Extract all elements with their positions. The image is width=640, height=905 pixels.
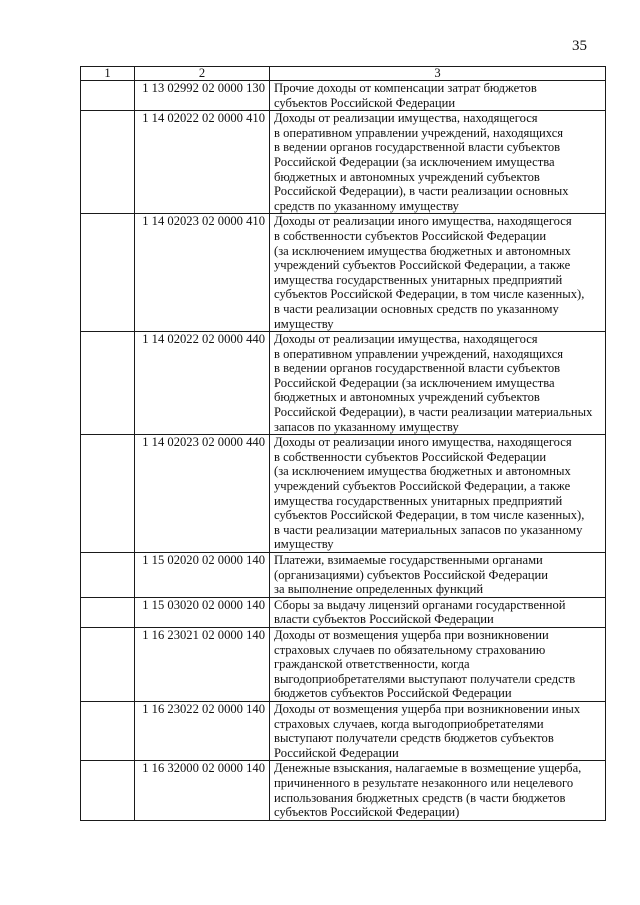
page-number: 35: [572, 38, 587, 54]
row-number-cell: [81, 761, 135, 820]
row-number-cell: [81, 627, 135, 701]
budget-classification-code: 1 14 02022 02 0000 410: [135, 111, 270, 214]
row-number-cell: [81, 81, 135, 111]
row-number-cell: [81, 701, 135, 760]
revenue-description: Сборы за выдачу лицензий органами государственной власти субъектов Российской Федерации: [270, 597, 606, 627]
budget-classification-code: 1 16 32000 02 0000 140: [135, 761, 270, 820]
revenue-description: Доходы от реализации иного имущества, находящегося в собственности субъектов Российской Федерации (за исключением имущества бюджетных и автономных учреждений субъектов Российской Федерации, а также имущества государственных унитарных предприятий субъектов Российской Федерации, в том числе казенных), в части реализации материальных запасов по указанному имуществу: [270, 435, 606, 553]
revenue-description: Денежные взыскания, налагаемые в возмещение ущерба, причиненного в результате незаконного или нецелевого использования бюджетных средств (в части бюджетов субъектов Российской Федерации): [270, 761, 606, 820]
revenue-description: Платежи, взимаемые государственными органами (организациями) субъектов Российской Федерации за выполнение определенных функций: [270, 553, 606, 598]
table-row: [81, 111, 606, 214]
budget-classification-code: 1 15 02020 02 0000 140: [135, 553, 270, 598]
table-row: [81, 214, 606, 332]
table-row: [81, 761, 606, 820]
revenue-description: Доходы от возмещения ущерба при возникновении иных страховых случаев, когда выгодоприобретателями выступают получатели средств бюджетов субъектов Российской Федерации: [270, 701, 606, 760]
table-row: [81, 435, 606, 553]
revenue-description: Доходы от реализации имущества, находящегося в оперативном управлении учреждений, находящихся в ведении органов государственной власти субъектов Российской Федерации (за исключением имущества бюджетных и автономных учреждений субъектов Российской Федерации), в части реализации материальных запасов по указанному имуществу: [270, 332, 606, 435]
budget-classification-code: 1 14 02023 02 0000 440: [135, 435, 270, 553]
budget-classification-code: 1 16 23021 02 0000 140: [135, 627, 270, 701]
column-header-1: 1: [81, 67, 135, 81]
table-row: [81, 332, 606, 435]
budget-classification-code: 1 14 02022 02 0000 440: [135, 332, 270, 435]
column-header-2: 2: [135, 67, 270, 81]
column-header-3: 3: [270, 67, 606, 81]
row-number-cell: [81, 111, 135, 214]
table-row: [81, 627, 606, 701]
revenue-description: Доходы от реализации иного имущества, находящегося в собственности субъектов Российской Федерации (за исключением имущества бюджетных и автономных учреждений субъектов Российской Федерации, а также имущества государственных унитарных предприятий субъектов Российской Федерации, в том числе казенных), в части реализации основных средств по указанному имуществу: [270, 214, 606, 332]
table-row: [81, 597, 606, 627]
row-number-cell: [81, 214, 135, 332]
row-number-cell: [81, 553, 135, 598]
revenue-description: Доходы от возмещения ущерба при возникновении страховых случаев по обязательному страхованию гражданской ответственности, когда выгодоприобретателями выступают получатели средств бюджетов субъектов Российской Федерации: [270, 627, 606, 701]
budget-classification-code: 1 14 02023 02 0000 410: [135, 214, 270, 332]
table-header-row: [81, 67, 606, 81]
table-row: [81, 701, 606, 760]
table-row: [81, 81, 606, 111]
budget-classification-code: 1 15 03020 02 0000 140: [135, 597, 270, 627]
revenue-codes-table: [80, 66, 606, 821]
revenue-description: Доходы от реализации имущества, находящегося в оперативном управлении учреждений, находящихся в ведении органов государственной власти субъектов Российской Федерации (за исключением имущества бюджетных и автономных учреждений субъектов Российской Федерации), в части реализации основных средств по указанному имуществу: [270, 111, 606, 214]
table-row: [81, 553, 606, 598]
budget-classification-code: 1 13 02992 02 0000 130: [135, 81, 270, 111]
budget-classification-code: 1 16 23022 02 0000 140: [135, 701, 270, 760]
row-number-cell: [81, 332, 135, 435]
row-number-cell: [81, 435, 135, 553]
row-number-cell: [81, 597, 135, 627]
revenue-description: Прочие доходы от компенсации затрат бюджетов субъектов Российской Федерации: [270, 81, 606, 111]
